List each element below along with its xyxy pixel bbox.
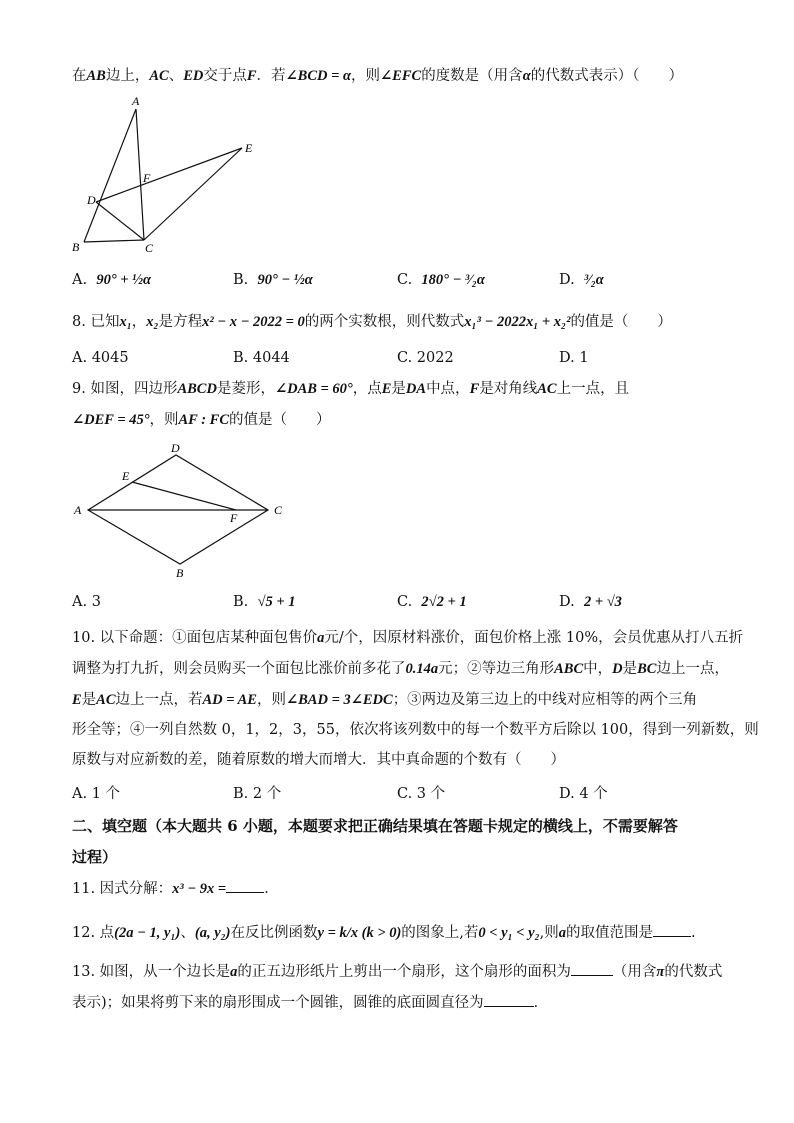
q9-option-c[interactable] — [397, 590, 467, 614]
q12-math: a — [558, 925, 567, 941]
q8-math: x₁³ − 2022x₁ + x₂² — [464, 314, 571, 330]
q10-text: 边上一点，若 — [115, 692, 203, 708]
q9-text: 是 — [391, 381, 406, 397]
q7-math: ED — [183, 68, 204, 84]
q10-text: 10. 以下命题：①面包店某种面包售价 — [72, 630, 318, 646]
option-text: 180° − ³⁄₂α — [421, 272, 485, 288]
q9-option-a[interactable] — [72, 590, 101, 614]
q11-math: x³ − 9x = — [172, 881, 227, 897]
q9-text: 是菱形， — [216, 381, 275, 397]
option-key: D. — [559, 786, 575, 802]
q7-math: AC — [149, 68, 169, 84]
q10-math: D — [612, 661, 623, 677]
q7-figure — [70, 92, 270, 257]
q13-text: 表示)；如果将剪下来的扇形围成一个圆锥，圆锥的底面圆直径为 — [72, 995, 484, 1011]
q12-text: . — [691, 925, 696, 941]
option-key: C. — [397, 350, 413, 366]
q7-math: ∠BCD = α — [285, 68, 352, 84]
option-text: 90° + ½α — [96, 272, 152, 288]
q9-option-b[interactable] — [233, 590, 295, 614]
q9-text: ，点 — [352, 381, 382, 397]
option-key: C. — [397, 594, 413, 610]
q13-text: 的正五边形纸片上剪出一个扇形，这个扇形的面积为 — [237, 964, 571, 980]
q7-option-c[interactable] — [397, 268, 485, 292]
q8-option-a[interactable] — [72, 346, 129, 370]
q9-math: ABCD — [177, 381, 217, 397]
q7-math: α — [522, 68, 531, 84]
q8-math: x₂ — [146, 314, 159, 330]
q10-option-d[interactable] — [559, 782, 608, 806]
q10-text: 中， — [583, 661, 613, 677]
q7-label-f: F — [143, 171, 151, 185]
q7-option-d[interactable] — [559, 268, 604, 292]
q9-math: F — [469, 381, 480, 397]
q10-text: 调整为打九折，则会员购买一个面包比涨价前多花了 — [72, 661, 406, 677]
option-key: D. — [559, 272, 575, 288]
q9-math: DA — [405, 381, 427, 397]
q9-option-d[interactable] — [559, 590, 622, 614]
option-key: B. — [233, 594, 249, 610]
q10-text: 是 — [81, 692, 97, 708]
option-key: D. — [559, 594, 575, 610]
option-key: B. — [233, 350, 249, 366]
q8-text: 是方程 — [158, 314, 203, 330]
q9-text: 上一点，且 — [556, 381, 630, 397]
q10-text: 元；②等边三角形 — [438, 661, 555, 677]
q8-math: x₁ — [119, 314, 132, 330]
q7-text: 边上， — [105, 68, 150, 84]
q8-math: x² − x − 2022 = 0 — [202, 314, 305, 330]
q11 — [72, 878, 279, 900]
q9-text: 中点， — [426, 381, 470, 397]
q9-text: ，则 — [149, 412, 179, 428]
option-key: B. — [233, 786, 249, 802]
q12-answer-blank[interactable] — [653, 922, 691, 937]
q7-label-a: A — [132, 94, 140, 108]
q10-math: a — [317, 630, 325, 646]
q13-diameter-blank[interactable] — [484, 992, 534, 1007]
q11-answer-blank[interactable] — [226, 878, 264, 893]
q9-figure — [70, 440, 300, 580]
q10-math: AD = AE — [202, 692, 257, 708]
q10-text: 元/个，因原材料涨价，面包价格上涨 10%，会员优惠从打八五折 — [324, 630, 744, 646]
q7-label-e: E — [245, 141, 253, 155]
q8-option-c[interactable] — [397, 346, 454, 370]
q12-math: 0 < y₁ < y₂ — [478, 925, 540, 941]
q12 — [72, 922, 696, 944]
q8-text: 的值是（ ） — [570, 314, 672, 330]
q9-math: AF : FC — [178, 412, 230, 428]
q13-area-blank[interactable] — [571, 961, 613, 976]
section-heading-cont: 过程） — [72, 848, 118, 866]
q10-math: ∠BAD = 3∠EDC — [285, 692, 393, 708]
option-text: √5 + 1 — [257, 594, 296, 610]
q8-option-d[interactable] — [559, 346, 589, 370]
q7-text: 、 — [168, 68, 184, 84]
q12-math: y = k/x (k > 0) — [317, 925, 402, 941]
q13-text: 的代数式 — [664, 964, 723, 980]
option-key: A. — [72, 272, 88, 288]
q10-math: 0.14a — [405, 661, 439, 677]
q9-label-a: A — [74, 503, 82, 517]
q13-text: （用含 — [612, 964, 657, 980]
q10-math: AC — [96, 692, 116, 708]
q10-line5: 原数与对应新数的差，随着原数的增大而增大．其中真命题的个数有（ ） — [72, 752, 565, 768]
option-key: B. — [233, 272, 249, 288]
q12-math: (2a − 1, y₁) — [114, 925, 181, 941]
option-text: 90° − ½α — [257, 272, 313, 288]
q9-label-e: E — [122, 469, 130, 483]
q11-text: 11. 因式分解： — [72, 881, 173, 897]
q9-label-f: F — [230, 511, 238, 525]
q9-math: AC — [537, 381, 557, 397]
q9-stem-line2 — [72, 409, 331, 431]
q10-option-c[interactable] — [397, 782, 445, 806]
q12-text: 在反比例函数 — [230, 925, 318, 941]
q9-text: 是对角线 — [479, 381, 538, 397]
q7-math: ∠EFC — [380, 68, 422, 84]
option-text: 4044 — [252, 350, 290, 366]
option-text: 1 — [579, 350, 589, 366]
option-key: A. — [72, 594, 88, 610]
q10-line3 — [72, 689, 697, 711]
q10-line2 — [72, 658, 729, 680]
q8-option-b[interactable] — [233, 346, 290, 370]
q9-math: ∠DAB = 60° — [274, 381, 353, 397]
q8-text: 8. 已知 — [72, 314, 120, 330]
q7-text: 的代数式表示）（ ） — [530, 68, 683, 84]
option-text: ³⁄₂α — [583, 272, 604, 288]
q7-text: 的度数是（用含 — [421, 68, 523, 84]
q12-text: 的图象上,若 — [401, 925, 479, 941]
option-text: 2022 — [416, 350, 454, 366]
q13-math: a — [230, 964, 238, 980]
option-key: A. — [72, 786, 88, 802]
section-heading: 二、填空题（本大题共 6 小题，本题要求把正确结果填在答题卡规定的横线上，不需要解答 — [72, 817, 678, 835]
q7-label-c: C — [145, 241, 154, 255]
q10-math: ABC — [554, 661, 584, 677]
q10-math: E — [72, 692, 82, 708]
q7-text: ．若 — [256, 68, 286, 84]
q10-text: ，则 — [256, 692, 286, 708]
q12-text: 12. 点 — [72, 925, 115, 941]
q7-option-b[interactable] — [233, 268, 313, 292]
q7-text: 在 — [72, 68, 87, 84]
q7-stem — [72, 65, 683, 87]
q10-option-b[interactable] — [233, 782, 281, 806]
q9-label-d: D — [171, 441, 180, 455]
q12-text: 的取值范围是 — [566, 925, 654, 941]
q8-text: ， — [131, 314, 147, 330]
option-text: 2√2 + 1 — [421, 594, 467, 610]
option-text: 2 个 — [252, 786, 282, 802]
q10-math: BC — [637, 661, 657, 677]
option-key: A. — [72, 350, 88, 366]
q7-text: ，则 — [351, 68, 381, 84]
q9-text: 的值是（ ） — [229, 412, 331, 428]
q7-math: AB — [86, 68, 106, 84]
q13-text: 13. 如图，从一个边长是 — [72, 964, 231, 980]
q7-label-d: D — [87, 193, 96, 207]
option-key: C. — [397, 272, 413, 288]
q8-stem — [72, 311, 672, 333]
q10-text: ；③两边及第三边上的中线对应相等的两个三角 — [392, 692, 698, 708]
option-key: D. — [559, 350, 575, 366]
q7-math: F — [246, 68, 257, 84]
q12-text: 、 — [180, 925, 195, 941]
q7-label-b: B — [72, 240, 80, 254]
q11-text: ． — [264, 881, 279, 897]
q10-line1 — [72, 627, 743, 649]
q13-math: π — [656, 964, 665, 980]
q8-text: 的两个实数根，则代数式 — [304, 314, 465, 330]
q10-line4: 形全等；④一列自然数 0，1，2，3，55，依次将该列数中的每一个数平方后除以 100，得到一列新数，则 — [72, 722, 759, 738]
q13-line1 — [72, 961, 722, 983]
q9-math: E — [381, 381, 392, 397]
q9-label-c: C — [274, 503, 283, 517]
option-text: 2 + √3 — [583, 594, 622, 610]
q13-line2 — [72, 992, 548, 1014]
q7-option-a[interactable] — [72, 268, 151, 292]
q9-label-b: B — [176, 566, 184, 580]
option-text: 4 个 — [579, 786, 608, 802]
option-key: C. — [397, 786, 413, 802]
q9-math: ∠DEF = 45° — [72, 412, 150, 428]
q10-text: 是 — [622, 661, 638, 677]
q7-text: 交于点 — [203, 68, 247, 84]
q9-stem-line1 — [72, 378, 629, 400]
q9-text: 9. 如图，四边形 — [72, 381, 178, 397]
option-text: 4045 — [91, 350, 129, 366]
q13-text: ． — [533, 995, 549, 1011]
q10-option-a[interactable] — [72, 782, 120, 806]
option-text: 3 — [91, 594, 101, 610]
option-text: 1 个 — [91, 786, 121, 802]
q12-text: ,则 — [539, 925, 559, 941]
option-text: 3 个 — [416, 786, 446, 802]
q12-math: (a, y₂) — [194, 925, 231, 941]
q10-text: 边上一点， — [656, 661, 729, 677]
